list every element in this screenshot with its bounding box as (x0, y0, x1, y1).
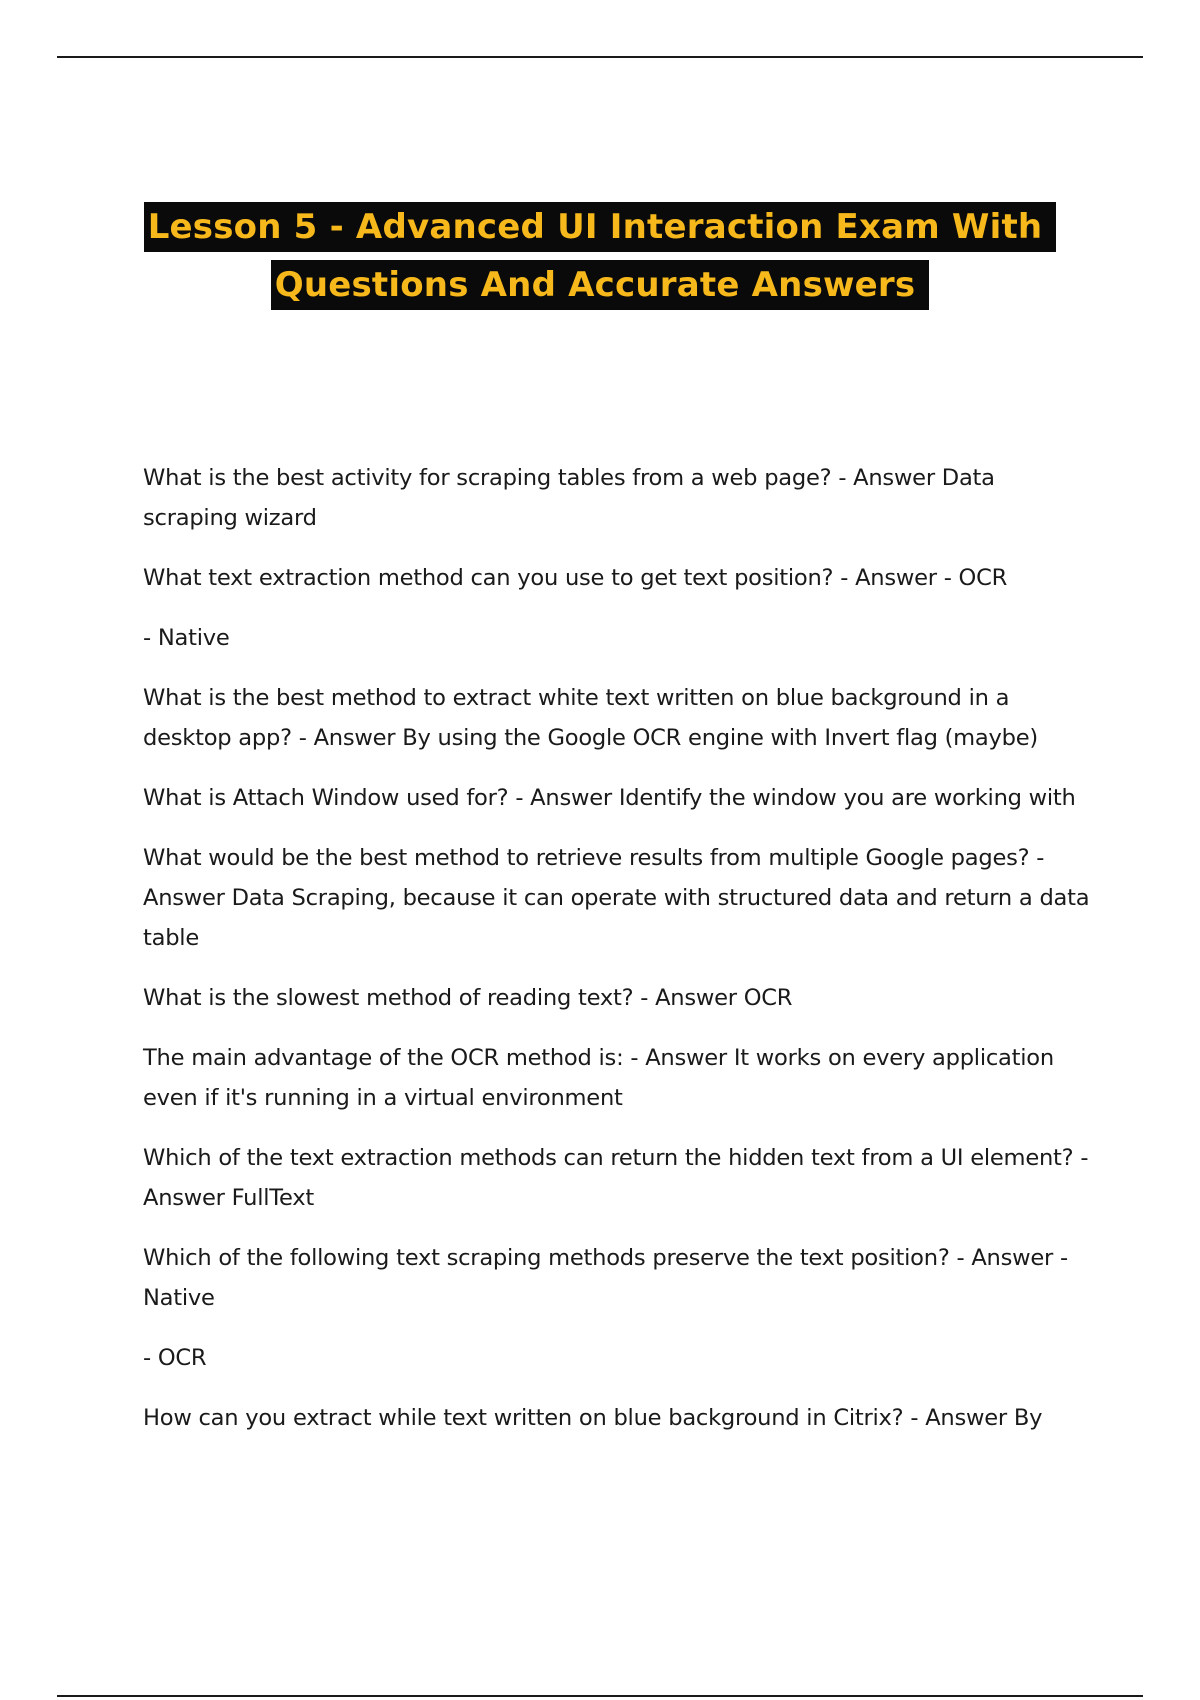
qa-paragraph: What text extraction method can you use to get text position? - Answer - OCR (143, 565, 1008, 591)
qa-paragraph: What is the slowest method of reading text? - Answer OCR (143, 985, 793, 1011)
qa-paragraph: What is Attach Window used for? - Answer Identify the window you are working with (143, 785, 1076, 811)
header-rule (57, 56, 1143, 58)
qa-paragraph: - OCR (143, 1345, 207, 1371)
qa-paragraph: - Native (143, 625, 230, 651)
qa-paragraph: How can you extract while text written on blue background in Citrix? - Answer By (143, 1405, 1043, 1431)
title-line-2: Questions And Accurate Answers (271, 260, 930, 310)
qa-paragraph: What is the best activity for scraping tables from a web page? - Answer Data scraping wizard (143, 465, 995, 531)
qa-paragraph: Which of the following text scraping methods preserve the text position? - Answer - Native (143, 1245, 1068, 1311)
title-line-1: Lesson 5 - Advanced UI Interaction Exam With (144, 202, 1057, 252)
qa-paragraph: What would be the best method to retrieve results from multiple Google pages? - Answer Data Scraping, because it can operate with structured data and return a data table (143, 845, 1090, 951)
qa-list (143, 458, 1093, 1458)
qa-paragraph: The main advantage of the OCR method is: - Answer It works on every application even if it's running in a virtual environment (143, 1045, 1054, 1111)
qa-paragraph: Which of the text extraction methods can return the hidden text from a UI element? - Answer FullText (143, 1145, 1089, 1211)
footer-rule (57, 1695, 1143, 1697)
qa-paragraph: What is the best method to extract white text written on blue background in a desktop app? - Answer By using the Google OCR engine with Invert flag (maybe) (143, 685, 1038, 751)
document-title (0, 202, 1200, 310)
